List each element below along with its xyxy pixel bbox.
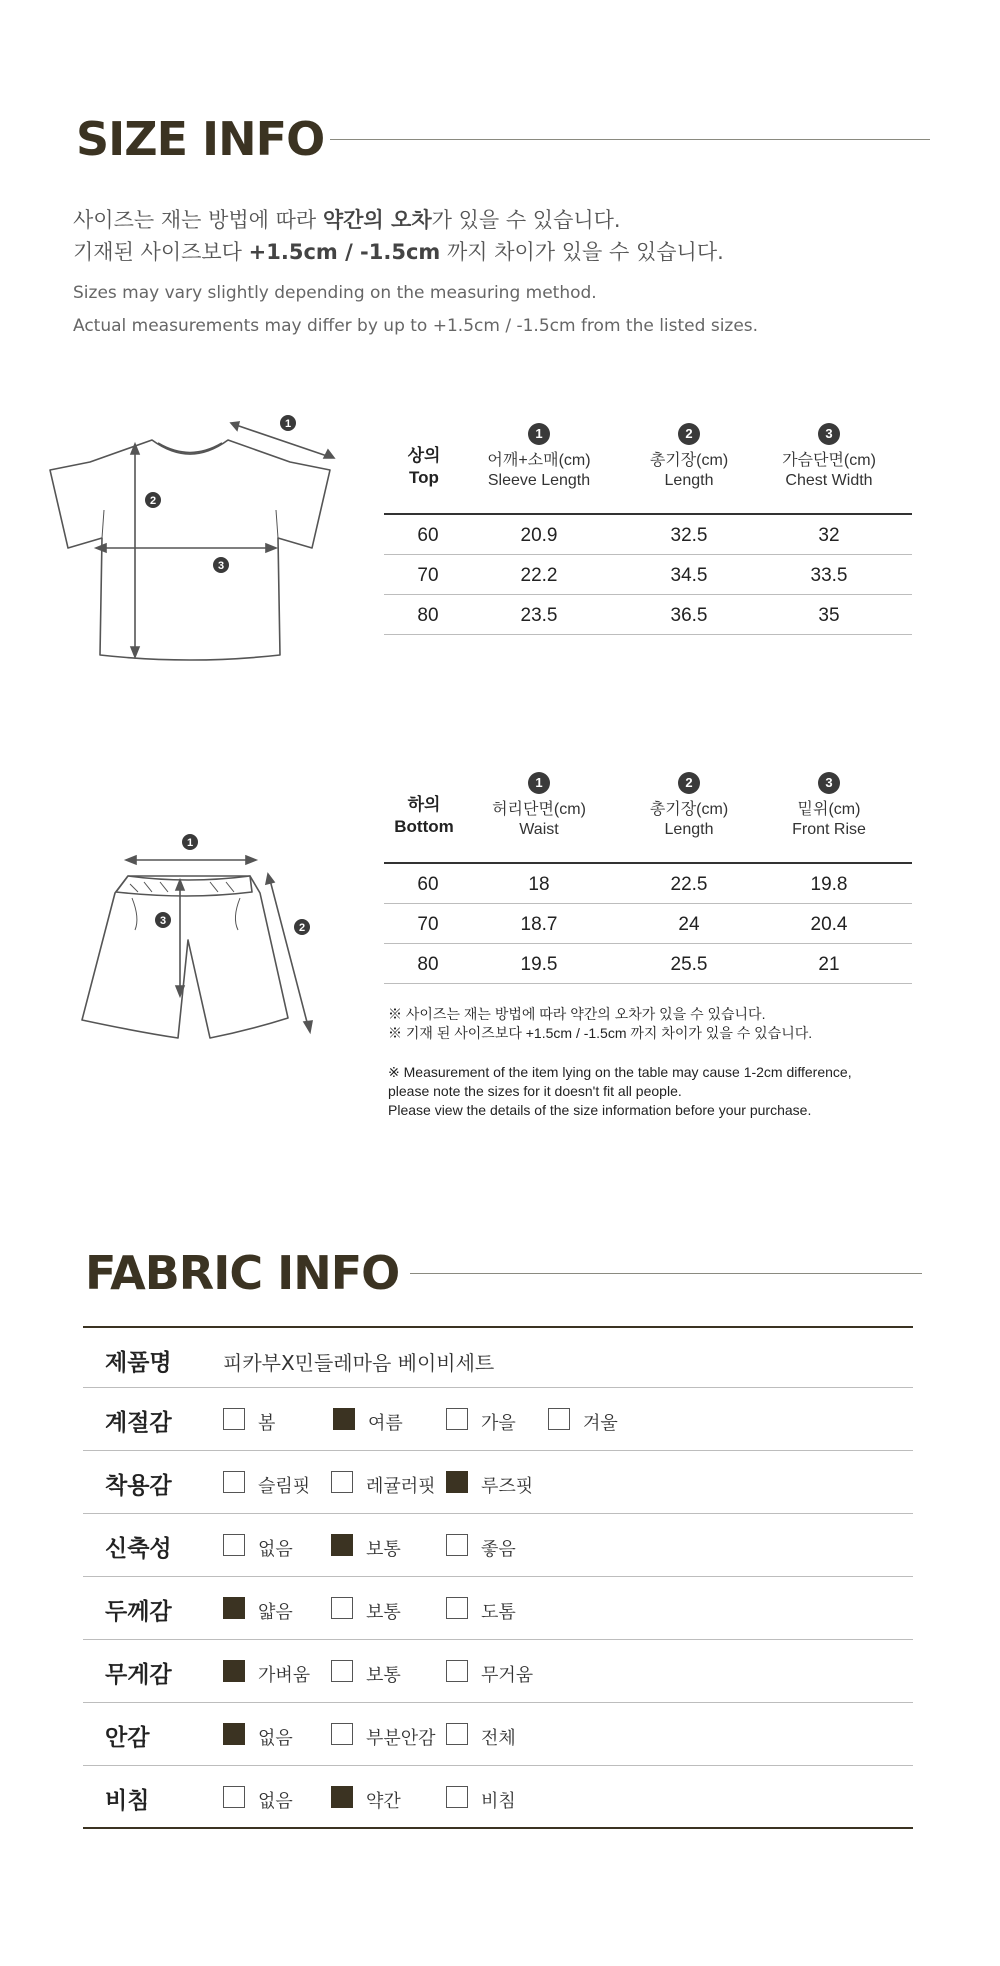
svg-text:2: 2	[298, 922, 306, 934]
checked-box-icon	[333, 1408, 355, 1430]
col-label-ko: 총기장(cm)	[649, 452, 729, 469]
fabric-option-label: 얇음	[258, 1602, 293, 1623]
col-label-en: Chest Width	[785, 472, 873, 489]
unchecked-box-icon	[223, 1534, 245, 1556]
unchecked-box-icon	[223, 1471, 245, 1493]
col-label-ko: 총기장(cm)	[649, 801, 729, 818]
fabric-row	[83, 1766, 913, 1829]
value-cell: 18.7	[520, 914, 558, 935]
value-cell: 35	[818, 605, 840, 626]
size-notes-en	[388, 1063, 852, 1120]
svg-text:3: 3	[217, 560, 225, 572]
bottom-diagram-marker-2	[294, 919, 310, 935]
fabric-option-label: 레귤러핏	[366, 1476, 436, 1497]
unchecked-box-icon	[446, 1534, 468, 1556]
intro-ko-line-1	[73, 204, 621, 234]
intro-ko-2-post: 까지 차이가 있을 수 있습니다.	[440, 240, 724, 264]
top-label-ko: 상의	[407, 446, 441, 465]
fabric-row	[83, 1703, 913, 1766]
checked-box-icon	[331, 1786, 353, 1808]
size-cell: 70	[417, 914, 439, 935]
fabric-option-label: 무거움	[481, 1665, 534, 1686]
fabric-label: 안감	[105, 1725, 150, 1751]
intro-ko-1-bold: 약간의 오차	[322, 208, 432, 232]
fabric-row	[83, 1640, 913, 1703]
col-number-badge: 1	[528, 423, 550, 445]
svg-text:3: 3	[159, 915, 167, 927]
fabric-option-label: 가벼움	[258, 1665, 311, 1686]
fabric-row	[83, 1388, 913, 1451]
value-cell: 20.4	[810, 914, 848, 935]
fabric-option-label: 없음	[258, 1539, 293, 1560]
size-cell: 60	[417, 525, 439, 546]
value-cell: 36.5	[670, 605, 708, 626]
intro-ko-1-pre: 사이즈는 재는 방법에 따라	[73, 208, 323, 232]
unchecked-box-icon	[446, 1786, 468, 1808]
bottom-diagram-marker-3	[155, 912, 171, 928]
intro-ko-2-bold: +1.5cm / -1.5cm	[248, 240, 441, 264]
note-line: Please view the details of the size information before your purchase.	[388, 1102, 812, 1118]
intro-en-line-1: Sizes may vary slightly depending on the measuring method.	[73, 283, 597, 303]
col-label-en: Length	[664, 472, 714, 489]
checked-box-icon	[223, 1597, 245, 1619]
col-label-en: Length	[664, 821, 714, 838]
fabric-option-label: 없음	[258, 1791, 293, 1812]
col-label-ko: 밑위(cm)	[797, 801, 861, 818]
col-number-badge: 2	[678, 772, 700, 794]
top-table-header	[384, 423, 912, 513]
fabric-row-product	[83, 1328, 913, 1388]
fabric-option-label: 가을	[481, 1413, 516, 1434]
col-number-badge: 3	[818, 423, 840, 445]
bottom-diagram-marker-1	[182, 834, 198, 850]
fabric-option-label: 도톰	[481, 1602, 516, 1623]
fabric-label: 계절감	[105, 1410, 172, 1436]
size-cell: 80	[417, 954, 439, 975]
value-cell: 18	[528, 874, 550, 895]
unchecked-box-icon	[331, 1723, 353, 1745]
top-label-en: Top	[409, 468, 439, 487]
size-cell: 60	[417, 874, 439, 895]
top-col-length	[614, 423, 764, 491]
intro-ko-1-post: 가 있을 수 있습니다.	[431, 208, 621, 232]
unchecked-box-icon	[446, 1597, 468, 1619]
fabric-label: 신축성	[105, 1536, 172, 1562]
value-cell: 25.5	[670, 954, 708, 975]
value-cell: 32.5	[670, 525, 708, 546]
table-row	[384, 515, 912, 555]
col-number-badge: 2	[678, 423, 700, 445]
svg-text:2: 2	[149, 495, 157, 507]
top-col-sleeve	[464, 423, 614, 491]
table-row	[384, 595, 912, 635]
unchecked-box-icon	[446, 1408, 468, 1430]
fabric-info-title: FABRIC INFO	[85, 1246, 400, 1300]
fabric-option-label: 루즈핏	[481, 1476, 534, 1497]
size-cell: 70	[417, 565, 439, 586]
unchecked-box-icon	[223, 1408, 245, 1430]
unchecked-box-icon	[446, 1723, 468, 1745]
bottom-col-waist	[464, 772, 614, 840]
checked-box-icon	[331, 1534, 353, 1556]
fabric-table	[83, 1326, 913, 1829]
table-row	[384, 944, 912, 984]
table-row	[384, 555, 912, 595]
size-cell: 80	[417, 605, 439, 626]
unchecked-box-icon	[331, 1597, 353, 1619]
fabric-option-label: 부분안감	[366, 1728, 436, 1749]
value-cell: 20.9	[520, 525, 558, 546]
unchecked-box-icon	[223, 1786, 245, 1808]
top-table-label	[384, 445, 464, 489]
intro-ko-line-2	[73, 236, 724, 266]
fabric-option-label: 슬림핏	[258, 1476, 311, 1497]
checked-box-icon	[223, 1723, 245, 1745]
bottom-garment-diagram	[60, 818, 330, 1068]
value-cell: 19.5	[520, 954, 558, 975]
fabric-row	[83, 1451, 913, 1514]
fabric-option-label: 보통	[366, 1602, 401, 1623]
col-label-ko: 어깨+소매(cm)	[487, 452, 591, 469]
value-cell: 34.5	[670, 565, 708, 586]
fabric-option-label: 비침	[481, 1791, 516, 1812]
fabric-option-label: 전체	[481, 1728, 516, 1749]
note-line: please note the sizes for it doesn't fit all people.	[388, 1083, 682, 1099]
unchecked-box-icon	[331, 1660, 353, 1682]
fabric-label: 착용감	[105, 1473, 172, 1499]
fabric-option-label: 겨울	[583, 1413, 618, 1434]
value-cell: 32	[818, 525, 840, 546]
bottom-col-length	[614, 772, 764, 840]
unchecked-box-icon	[446, 1660, 468, 1682]
note-line: ※ 기재 된 사이즈보다 +1.5cm / -1.5cm 까지 차이가 있을 수 있습니다.	[388, 1025, 813, 1041]
size-info-title: SIZE INFO	[76, 112, 325, 166]
col-label-en: Front Rise	[792, 821, 866, 838]
value-cell: 22.5	[670, 874, 708, 895]
fabric-label: 비침	[105, 1788, 150, 1814]
fabric-label: 두께감	[105, 1599, 172, 1625]
top-diagram-marker-2	[145, 492, 161, 508]
top-diagram-marker-3	[213, 557, 229, 573]
checked-box-icon	[446, 1471, 468, 1493]
svg-text:1: 1	[284, 418, 292, 430]
intro-en-line-2: Actual measurements may differ by up to +1.5cm / -1.5cm from the listed sizes.	[73, 316, 759, 336]
col-label-en: Waist	[519, 821, 559, 838]
fabric-row	[83, 1577, 913, 1640]
value-cell: 23.5	[520, 605, 558, 626]
bottom-label-en: Bottom	[394, 817, 454, 836]
note-line: ※ Measurement of the item lying on the table may cause 1-2cm difference,	[388, 1064, 852, 1080]
col-number-badge: 1	[528, 772, 550, 794]
fabric-option-label: 보통	[366, 1665, 401, 1686]
value-cell: 21	[818, 954, 840, 975]
value-cell: 22.2	[520, 565, 558, 586]
intro-ko-2-pre: 기재된 사이즈보다	[73, 240, 249, 264]
fabric-option-label: 봄	[258, 1413, 276, 1434]
fabric-option-label: 보통	[366, 1539, 401, 1560]
fabric-option-label: 여름	[368, 1413, 403, 1434]
top-diagram-marker-1	[280, 415, 296, 431]
top-col-chest	[764, 423, 894, 491]
size-notes-ko	[388, 1005, 812, 1043]
fabric-info-rule	[410, 1273, 922, 1274]
bottom-size-table	[384, 772, 912, 984]
note-line: ※ 사이즈는 재는 방법에 따라 약간의 오차가 있을 수 있습니다.	[388, 1006, 766, 1022]
svg-text:1: 1	[186, 837, 194, 849]
bottom-label-ko: 하의	[407, 795, 441, 814]
value-cell: 24	[678, 914, 700, 935]
product-name: 피카부X민들레마음 베이비세트	[223, 1351, 495, 1375]
unchecked-box-icon	[548, 1408, 570, 1430]
top-size-table	[384, 423, 912, 635]
checked-box-icon	[223, 1660, 245, 1682]
top-garment-diagram	[40, 410, 340, 670]
col-label-ko: 가슴단면(cm)	[782, 452, 876, 469]
table-row	[384, 864, 912, 904]
fabric-label: 무게감	[105, 1662, 172, 1688]
col-number-badge: 3	[818, 772, 840, 794]
fabric-label: 제품명	[105, 1350, 172, 1376]
bottom-table-header	[384, 772, 912, 862]
col-label-en: Sleeve Length	[487, 472, 591, 489]
value-cell: 33.5	[810, 565, 848, 586]
fabric-option-label: 약간	[366, 1791, 401, 1812]
unchecked-box-icon	[331, 1471, 353, 1493]
bottom-col-rise	[764, 772, 894, 840]
table-row	[384, 904, 912, 944]
size-info-rule	[330, 139, 930, 140]
fabric-option-label: 없음	[258, 1728, 293, 1749]
col-label-ko: 허리단면(cm)	[492, 801, 586, 818]
fabric-row	[83, 1514, 913, 1577]
fabric-option-label: 좋음	[481, 1539, 516, 1560]
bottom-table-label	[384, 794, 464, 838]
value-cell: 19.8	[810, 874, 848, 895]
